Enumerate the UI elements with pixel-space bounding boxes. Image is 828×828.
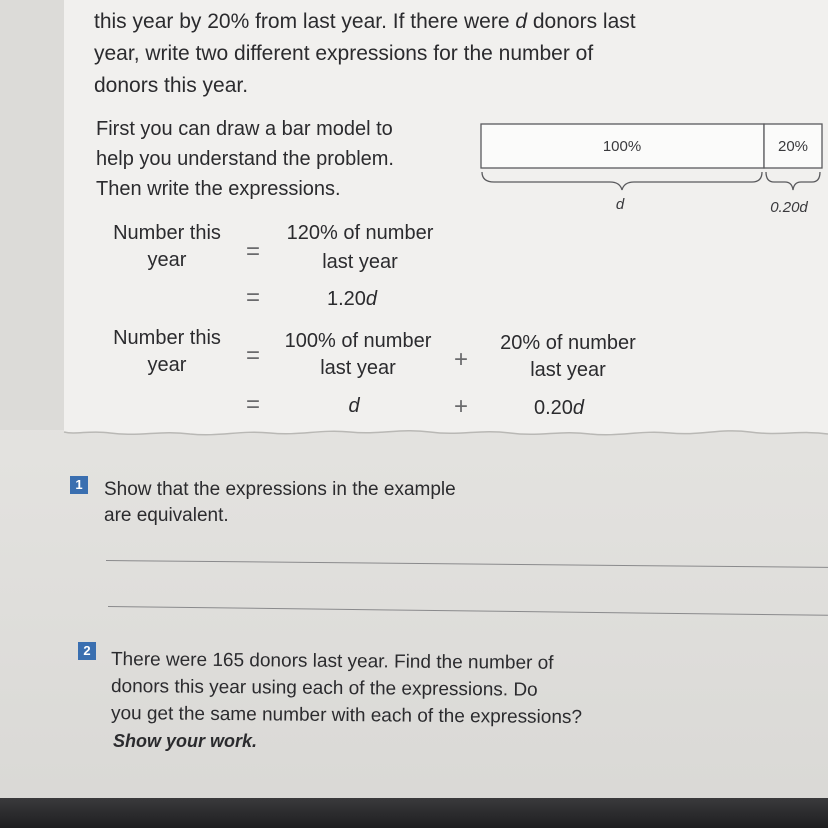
- question-2-line-2: donors this year using each of the expressions. Do: [110, 676, 538, 701]
- brace-small: [766, 172, 820, 190]
- bar-model-text-line-2: help you understand the problem.: [96, 148, 394, 170]
- bar-model-text-line-3: Then write the expressions.: [96, 178, 341, 200]
- row3-right: 20% of number last year: [500, 332, 636, 381]
- table-surface: [0, 798, 828, 828]
- bar-model-diagram: [0, 0, 828, 230]
- question-1-line-2: are equivalent.: [104, 505, 229, 526]
- intro-line-1: this year by 20% from last year. If there were d donors last: [94, 10, 636, 33]
- row3-left: Number this year: [113, 327, 221, 376]
- row3-mid: 100% of number last year: [284, 330, 432, 379]
- question-1-line-1: Show that the expressions in the example: [104, 479, 456, 500]
- brace-label-020d: 0.20d: [770, 199, 808, 216]
- answer-line-1: [106, 560, 828, 568]
- row3-equals: =: [246, 342, 261, 369]
- row1-equals: =: [246, 238, 261, 265]
- bar-model-text-line-1: First you can draw a bar model to: [96, 118, 393, 140]
- row1-right: 120% of number last year: [286, 222, 434, 273]
- row2-equals: =: [246, 284, 261, 311]
- row1-left: Number this year: [113, 222, 221, 271]
- bar-label-100: 100%: [602, 138, 642, 155]
- row4-plus: +: [454, 393, 469, 420]
- row2-value: 1.20d: [326, 288, 378, 310]
- question-2-number: 2: [78, 642, 96, 660]
- row4-right: 0.20d: [533, 397, 585, 419]
- question-2-line-3: you get the same number with each of the expressions?: [110, 703, 583, 729]
- row3-plus: +: [454, 346, 469, 373]
- row4-mid: d: [348, 395, 360, 417]
- question-2-instruction: Show your work.: [113, 731, 258, 751]
- answer-line-2: [108, 606, 828, 616]
- bar-label-20: 20%: [777, 138, 809, 155]
- torn-card-edge: [0, 418, 828, 444]
- question-1-number: 1: [70, 476, 88, 494]
- intro-line-3: donors this year.: [94, 74, 249, 97]
- question-2-line-1: There were 165 donors last year. Find the number of: [110, 649, 554, 674]
- intro-line-2: year, write two different expressions for the number of: [94, 42, 594, 65]
- brace-large: [482, 172, 762, 190]
- row4-equals: =: [246, 391, 261, 418]
- brace-label-d: d: [615, 196, 625, 213]
